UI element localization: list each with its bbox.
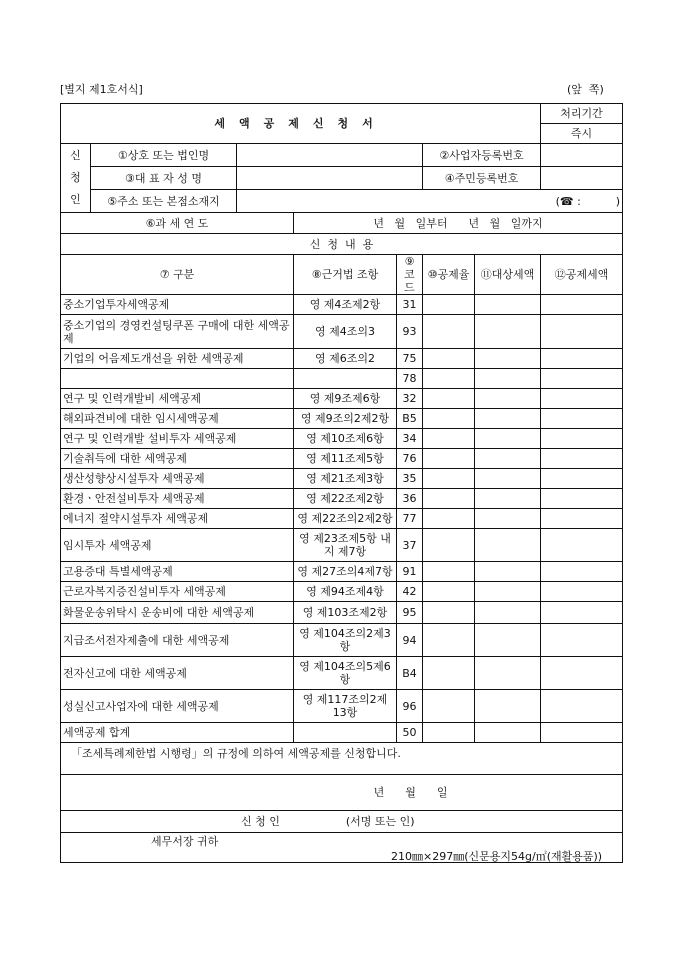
row-amount-field[interactable] <box>541 469 623 489</box>
header-code: ⑨ 코드 <box>397 255 423 295</box>
row-rate-field[interactable] <box>423 469 475 489</box>
row-category: 해외파견비에 대한 임시세액공제 <box>61 409 294 429</box>
row-rate-field[interactable] <box>423 723 475 743</box>
row-rate-field[interactable] <box>423 295 475 315</box>
processing-period-label: 처리기간 <box>541 104 623 124</box>
row-category: 전자신고에 대한 세액공제 <box>61 657 294 690</box>
row-amount-field[interactable] <box>541 602 623 624</box>
row-category: 세액공제 합계 <box>61 723 294 743</box>
table-row <box>61 409 623 429</box>
row-base-field[interactable] <box>475 582 541 602</box>
form-title: 세액공제신청서 <box>61 104 541 144</box>
row-amount-field[interactable] <box>541 489 623 509</box>
row-category: 화물운송위탁시 운송비에 대한 세액공제 <box>61 602 294 624</box>
trade-name-field[interactable] <box>237 144 423 167</box>
table-row <box>61 369 623 389</box>
row-law: 영 제9조제6항 <box>294 389 397 409</box>
row-law: 영 제104조의5제6항 <box>294 657 397 690</box>
row-category: 중소기업의 경영컨설팅쿠폰 구매에 대한 세액공제 <box>61 315 294 349</box>
row-law: 영 제22조제2항 <box>294 489 397 509</box>
row-base-field[interactable] <box>475 295 541 315</box>
table-row <box>61 349 623 369</box>
row-base-field[interactable] <box>475 409 541 429</box>
row-amount-field[interactable] <box>541 429 623 449</box>
row-rate-field[interactable] <box>423 449 475 469</box>
row-code: 35 <box>397 469 423 489</box>
page-side-label: (앞 쪽) <box>567 83 604 96</box>
row-code: 32 <box>397 389 423 409</box>
declaration-text: 「조세특례제한법 시행령」의 규정에 의하여 세액공제를 신청합니다. <box>61 743 623 775</box>
row-code: 42 <box>397 582 423 602</box>
table-row <box>61 602 623 624</box>
row-rate-field[interactable] <box>423 582 475 602</box>
row-law: 영 제9조의2제2항 <box>294 409 397 429</box>
row-code: 36 <box>397 489 423 509</box>
row-category: 지급조서전자제출에 대한 세액공제 <box>61 624 294 657</box>
business-reg-no-field[interactable] <box>541 144 623 167</box>
section-title: 신 청 내 용 <box>61 234 623 255</box>
row-code: 91 <box>397 562 423 582</box>
row-law <box>294 369 397 389</box>
paper-spec-note: 210㎜×297㎜(신문용지54g/㎡(재활용품)) <box>391 850 603 863</box>
row-category: 기술취득에 대한 세액공제 <box>61 449 294 469</box>
row-code: B5 <box>397 409 423 429</box>
row-amount-field[interactable] <box>541 723 623 743</box>
date-line: 년 월 일 <box>61 775 623 811</box>
row-law: 영 제103조제2항 <box>294 602 397 624</box>
form-number-label: [별지 제1호서식] <box>60 83 143 96</box>
row-category: 에너지 절약시설투자 세액공제 <box>61 509 294 529</box>
table-row <box>61 582 623 602</box>
row-law: 영 제4조제2항 <box>294 295 397 315</box>
row-rate-field[interactable] <box>423 529 475 562</box>
sign-note: (서명 또는 인) <box>345 815 415 828</box>
row-base-field[interactable] <box>475 315 541 349</box>
table-row <box>61 509 623 529</box>
header-category: ⑦ 구분 <box>61 255 294 295</box>
row-rate-field[interactable] <box>423 429 475 449</box>
table-row <box>61 624 623 657</box>
row-category <box>61 369 294 389</box>
row-base-field[interactable] <box>475 602 541 624</box>
business-reg-no-label: ②사업자등록번호 <box>423 144 541 167</box>
table-row <box>61 723 623 743</box>
row-amount-field[interactable] <box>541 582 623 602</box>
row-rate-field[interactable] <box>423 349 475 369</box>
header-law: ⑧근거법 조항 <box>294 255 397 295</box>
address-field[interactable] <box>237 190 623 213</box>
row-amount-field[interactable] <box>541 657 623 690</box>
row-code: 77 <box>397 509 423 529</box>
row-code: 75 <box>397 349 423 369</box>
table-row <box>61 429 623 449</box>
application-table <box>60 103 623 863</box>
table-row <box>61 657 623 690</box>
row-category: 연구 및 인력개발비 세액공제 <box>61 389 294 409</box>
table-row <box>61 529 623 562</box>
row-code: 78 <box>397 369 423 389</box>
row-law: 영 제117조의2제13항 <box>294 690 397 723</box>
row-category: 중소기업투자세액공제 <box>61 295 294 315</box>
row-base-field[interactable] <box>475 509 541 529</box>
header-amount: ⑫공제세액 <box>541 255 623 295</box>
row-base-field[interactable] <box>475 449 541 469</box>
row-base-field[interactable] <box>475 369 541 389</box>
row-amount-field[interactable] <box>541 449 623 469</box>
row-amount-field[interactable] <box>541 562 623 582</box>
row-base-field[interactable] <box>475 723 541 743</box>
row-law: 영 제4조의3 <box>294 315 397 349</box>
row-law: 영 제23조제5항 내지 제7항 <box>294 529 397 562</box>
row-category: 생산성향상시설투자 세액공제 <box>61 469 294 489</box>
row-base-field[interactable] <box>475 429 541 449</box>
row-code: 50 <box>397 723 423 743</box>
row-rate-field[interactable] <box>423 409 475 429</box>
header-rate: ⑩공제율 <box>423 255 475 295</box>
addressee: 세무서장 귀하 <box>61 833 623 863</box>
row-category: 환경ㆍ안전설비투자 세액공제 <box>61 489 294 509</box>
row-category: 연구 및 인력개발 설비투자 세액공제 <box>61 429 294 449</box>
row-base-field[interactable] <box>475 562 541 582</box>
row-law: 영 제6조의2 <box>294 349 397 369</box>
row-amount-field[interactable] <box>541 315 623 349</box>
table-row <box>61 315 623 349</box>
table-row <box>61 449 623 469</box>
row-code: 37 <box>397 529 423 562</box>
row-code: 94 <box>397 624 423 657</box>
row-code: B4 <box>397 657 423 690</box>
row-base-field[interactable] <box>475 389 541 409</box>
header-base: ⑪대상세액 <box>475 255 541 295</box>
phone-label: (☎ : ) <box>555 194 621 208</box>
row-base-field[interactable] <box>475 489 541 509</box>
row-code: 76 <box>397 449 423 469</box>
row-amount-field[interactable] <box>541 349 623 369</box>
tax-year-label: ⑥과 세 연 도 <box>61 213 294 234</box>
row-law: 영 제27조의4제7항 <box>294 562 397 582</box>
row-amount-field[interactable] <box>541 295 623 315</box>
row-amount-field[interactable] <box>541 509 623 529</box>
resident-no-label: ④주민등록번호 <box>423 167 541 190</box>
row-base-field[interactable] <box>475 657 541 690</box>
row-code: 31 <box>397 295 423 315</box>
row-amount-field[interactable] <box>541 389 623 409</box>
applicant-side-label: 신 청 인 <box>61 144 91 213</box>
row-category: 근로자복지증진설비투자 세액공제 <box>61 582 294 602</box>
row-rate-field[interactable] <box>423 602 475 624</box>
row-code: 34 <box>397 429 423 449</box>
row-rate-field[interactable] <box>423 690 475 723</box>
table-row <box>61 295 623 315</box>
trade-name-label: ①상호 또는 법인명 <box>91 144 237 167</box>
representative-field[interactable] <box>237 167 423 190</box>
row-rate-field[interactable] <box>423 489 475 509</box>
row-rate-field[interactable] <box>423 624 475 657</box>
row-code: 96 <box>397 690 423 723</box>
signature-line <box>61 811 623 833</box>
row-rate-field[interactable] <box>423 315 475 349</box>
table-row <box>61 469 623 489</box>
row-base-field[interactable] <box>475 624 541 657</box>
row-rate-field[interactable] <box>423 509 475 529</box>
row-rate-field[interactable] <box>423 389 475 409</box>
resident-no-field[interactable] <box>541 167 623 190</box>
row-base-field[interactable] <box>475 690 541 723</box>
table-row <box>61 389 623 409</box>
row-rate-field[interactable] <box>423 562 475 582</box>
row-category: 기업의 어음제도개선을 위한 세액공제 <box>61 349 294 369</box>
row-amount-field[interactable] <box>541 690 623 723</box>
row-amount-field[interactable] <box>541 529 623 562</box>
row-category: 성실신고사업자에 대한 세액공제 <box>61 690 294 723</box>
applicant-label: 신 청 인 <box>241 815 280 828</box>
row-law <box>294 723 397 743</box>
row-category: 고용증대 특별세액공제 <box>61 562 294 582</box>
row-law: 영 제104조의2제3항 <box>294 624 397 657</box>
row-law: 영 제22조의2제2항 <box>294 509 397 529</box>
row-code: 95 <box>397 602 423 624</box>
table-row <box>61 489 623 509</box>
representative-label: ③대 표 자 성 명 <box>91 167 237 190</box>
row-law: 영 제21조제3항 <box>294 469 397 489</box>
row-law: 영 제94조제4항 <box>294 582 397 602</box>
row-law: 영 제11조제5항 <box>294 449 397 469</box>
row-rate-field[interactable] <box>423 369 475 389</box>
row-category: 임시투자 세액공제 <box>61 529 294 562</box>
table-row <box>61 562 623 582</box>
row-amount-field[interactable] <box>541 369 623 389</box>
table-row <box>61 690 623 723</box>
row-base-field[interactable] <box>475 349 541 369</box>
address-label: ⑤주소 또는 본점소재지 <box>91 190 237 213</box>
row-base-field[interactable] <box>475 469 541 489</box>
row-code: 93 <box>397 315 423 349</box>
row-rate-field[interactable] <box>423 657 475 690</box>
row-amount-field[interactable] <box>541 624 623 657</box>
processing-period-value: 즉시 <box>541 124 623 144</box>
row-base-field[interactable] <box>475 529 541 562</box>
tax-year-period[interactable]: 년 월 일부터 년 월 일까지 <box>294 213 623 234</box>
row-amount-field[interactable] <box>541 409 623 429</box>
row-law: 영 제10조제6항 <box>294 429 397 449</box>
